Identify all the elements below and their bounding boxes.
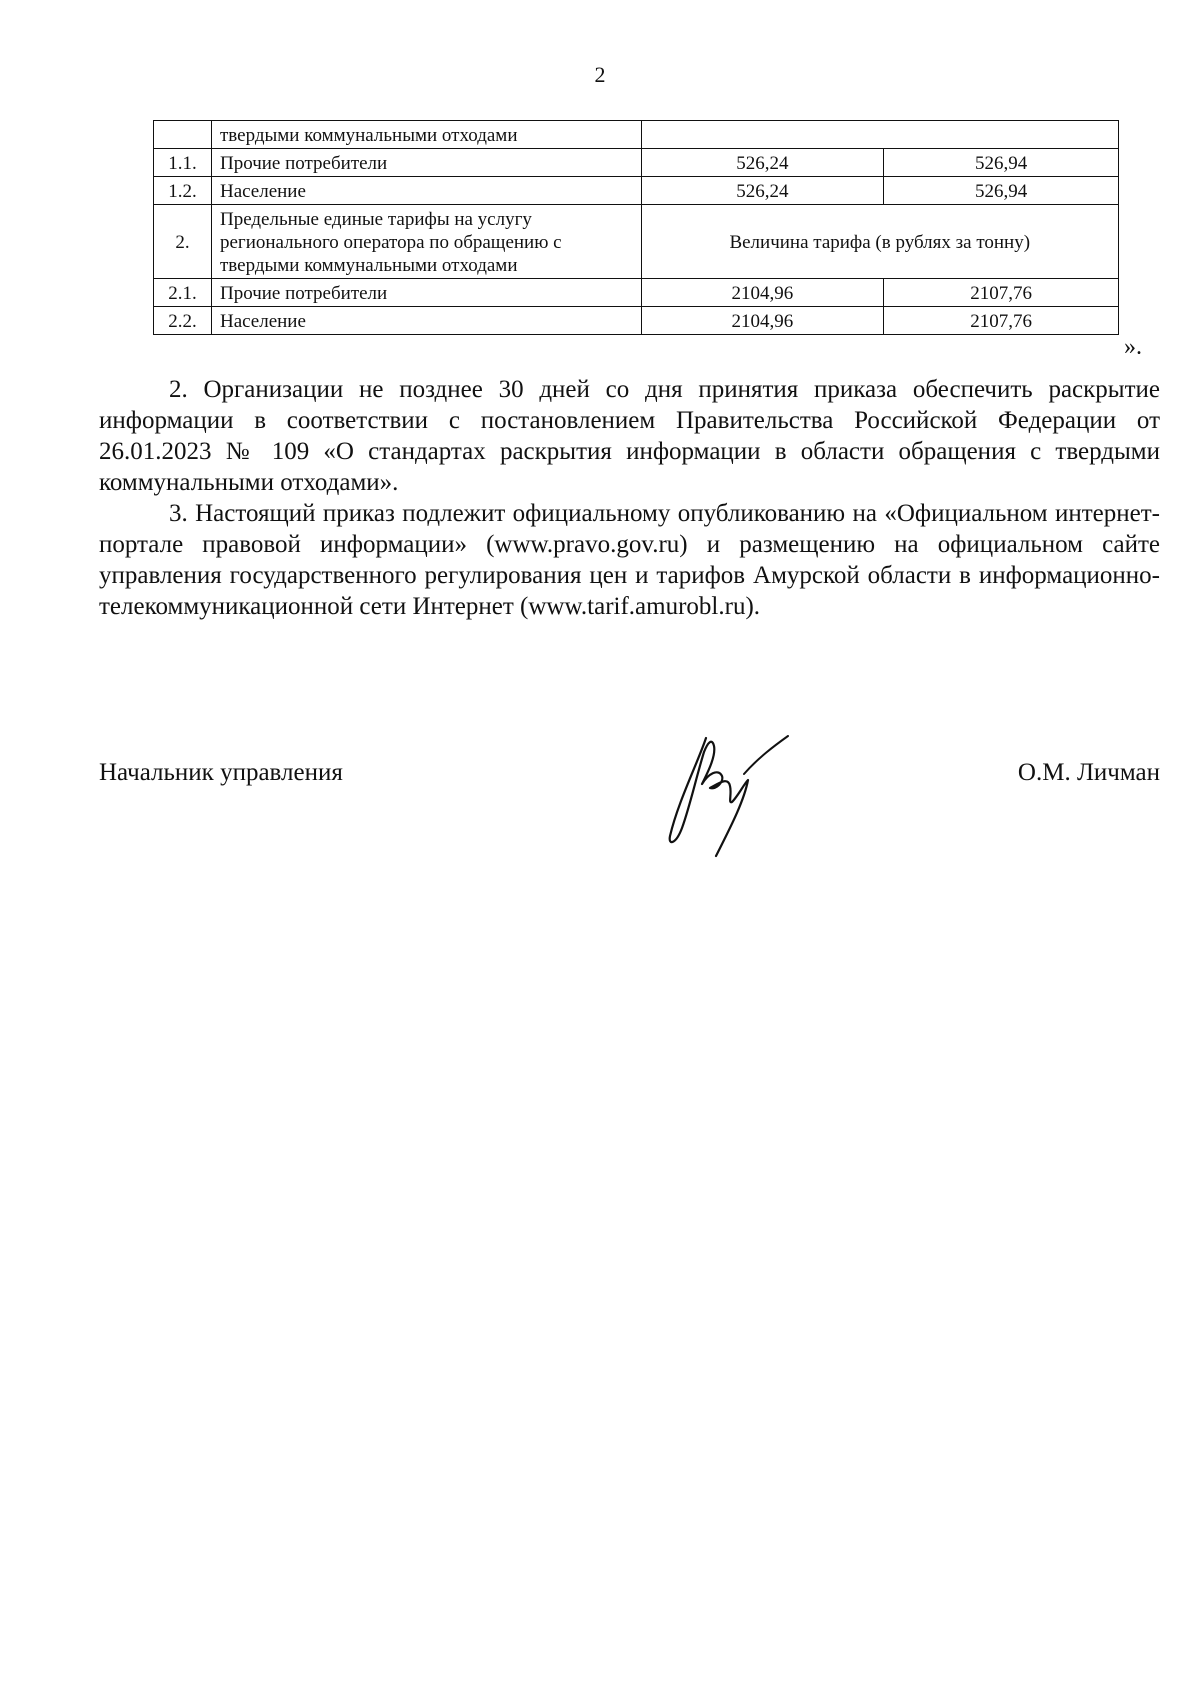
tariff-table: [153, 120, 1119, 335]
row-value-2: 2107,76: [884, 279, 1119, 307]
table-row: [154, 149, 1119, 177]
row-value-2: 526,94: [884, 177, 1119, 205]
row-value-1: 2104,96: [641, 307, 884, 335]
signer-title: Начальник управления: [99, 759, 343, 786]
table-row: [154, 307, 1119, 335]
paragraph-3: 3. Настоящий приказ подлежит официальному опубликованию на «Официальном интернет-портале правовой информации» (www.pravo.gov.ru) и размещению на официальном сайте управления государственного регулирования цен и тарифов Амурской области в информационно-телекоммуникационной сети Интернет (www.tarif.amurobl.ru).: [99, 500, 1160, 620]
row-number: 2.: [154, 205, 212, 279]
row-value-1: 526,24: [641, 177, 884, 205]
row-value-2: 2107,76: [884, 307, 1119, 335]
row-merged-value: Величина тарифа (в рублях за тонну): [641, 205, 1119, 279]
handwritten-signature: [658, 732, 798, 862]
row-name: Население: [211, 177, 641, 205]
row-name: Предельные единые тарифы на услугу регионального оператора по обращению с твердыми коммунальными отходами: [211, 205, 641, 279]
row-number: 2.2.: [154, 307, 212, 335]
row-name: Прочие потребители: [211, 149, 641, 177]
table-row: [154, 121, 1119, 149]
paragraph-2: 2. Организации не позднее 30 дней со дня принятия приказа обеспечить раскрытие информации в соответствии с постановлением Правительства Российской Федерации от 26.01.2023 № 109 «О стандартах раскрытия информации в области обращения с твердыми коммунальными отходами».: [99, 376, 1160, 496]
closing-quote: ».: [1124, 334, 1142, 360]
row-merged-value: [641, 121, 1119, 149]
row-name: Прочие потребители: [211, 279, 641, 307]
signer-name: О.М. Личман: [1017, 759, 1160, 786]
page-number: 2: [594, 62, 606, 87]
row-number: 1.2.: [154, 177, 212, 205]
row-number: 1.1.: [154, 149, 212, 177]
table-row: [154, 279, 1119, 307]
row-value-1: 2104,96: [641, 279, 884, 307]
row-name: твердыми коммунальными отходами: [211, 121, 641, 149]
table-row: [154, 205, 1119, 279]
row-value-1: 526,24: [641, 149, 884, 177]
row-number: [154, 121, 212, 149]
row-number: 2.1.: [154, 279, 212, 307]
row-name: Население: [211, 307, 641, 335]
row-value-2: 526,94: [884, 149, 1119, 177]
table-row: [154, 177, 1119, 205]
